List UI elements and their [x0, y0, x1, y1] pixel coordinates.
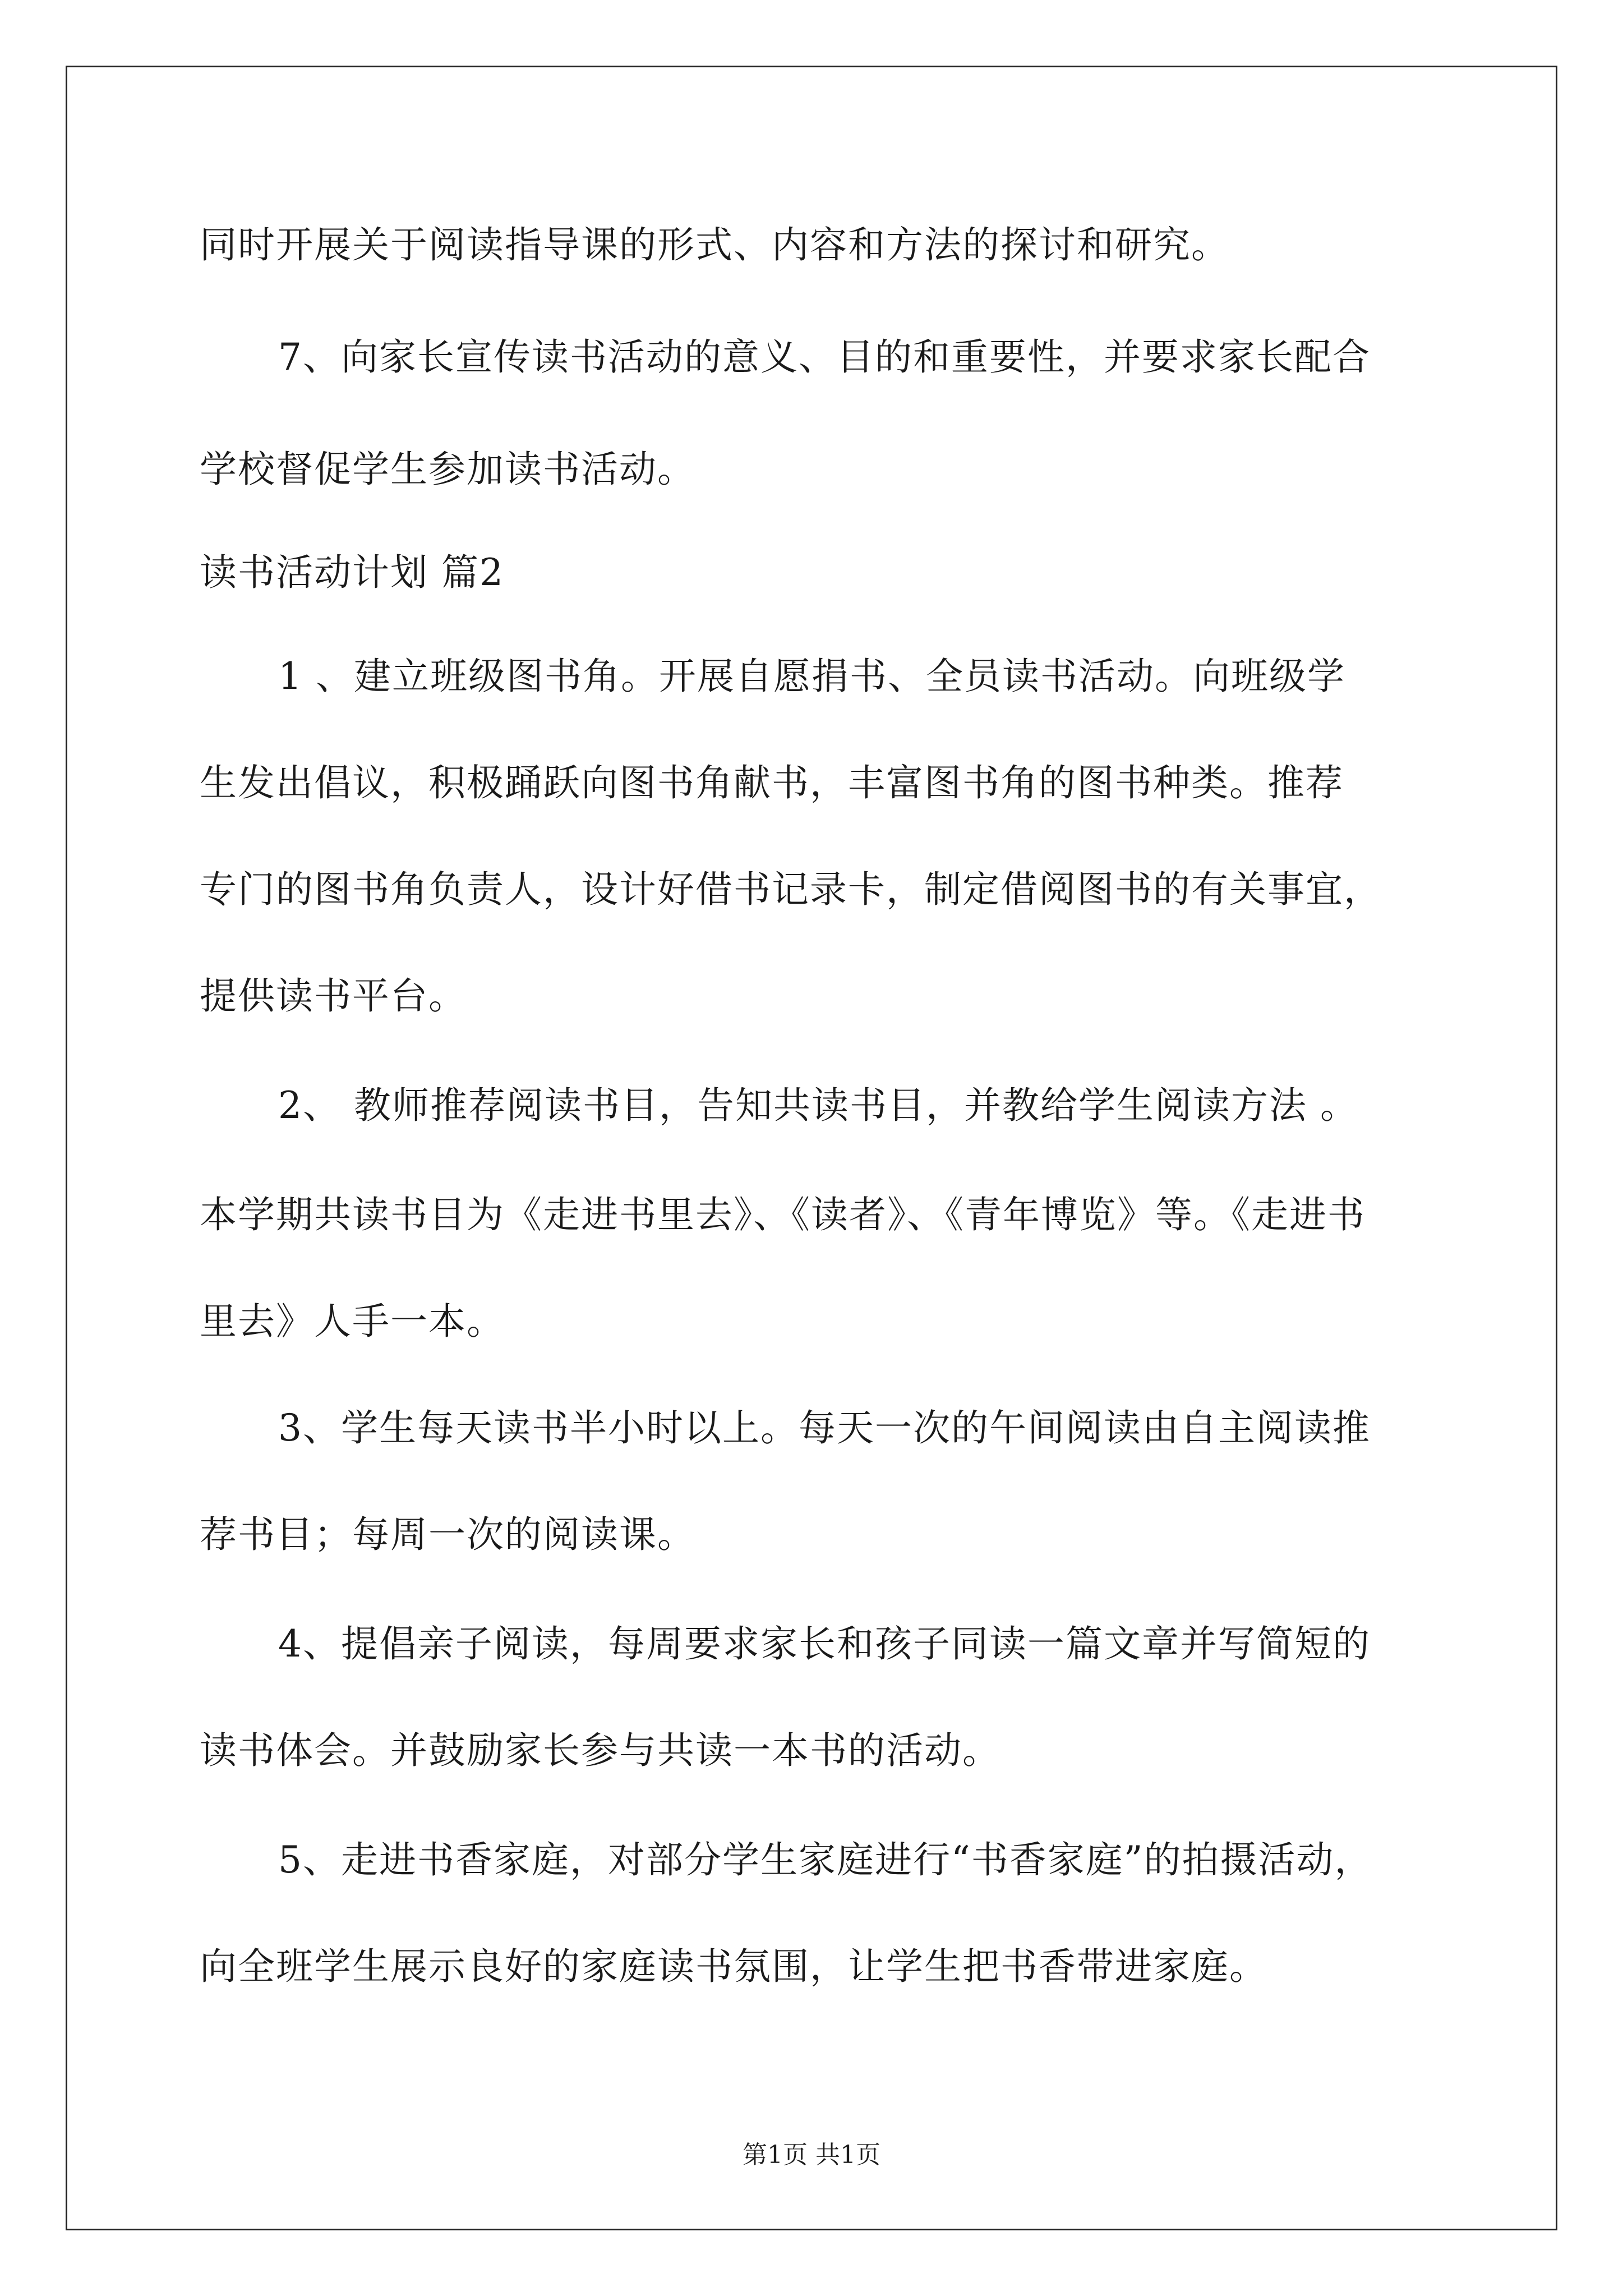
page-border	[66, 66, 1557, 2230]
paragraph-line: 5、走进书香家庭，对部分学生家庭进行“书香家庭”的拍摄活动，	[278, 1838, 1373, 1881]
paragraph-line: 生发出倡议，积极踊跃向图书角献书，丰富图书角的图书种类。推荐	[200, 761, 1344, 804]
paragraph-line: 学校督促学生参加读书活动。	[200, 448, 695, 491]
paragraph-line: 2、 教师推荐阅读书目，告知共读书目，并教给学生阅读方法 。	[278, 1084, 1358, 1127]
paragraph-line: 同时开展关于阅读指导课的形式、内容和方法的探讨和研究。	[200, 223, 1229, 266]
paragraph-line: 3、学生每天读书半小时以上。每天一次的午间阅读由自主阅读推	[278, 1406, 1371, 1450]
paragraph-line: 1 、建立班级图书角。开展自愿捐书、全员读书活动。向班级学	[278, 655, 1345, 698]
paragraph-line: 专门的图书角负责人，设计好借书记录卡，制定借阅图书的有关事宜，	[200, 868, 1382, 911]
paragraph-line: 里去》人手一本。	[200, 1300, 505, 1343]
paragraph-line: 提供读书平台。	[200, 974, 467, 1018]
paragraph-line: 荐书目；每周一次的阅读课。	[200, 1513, 695, 1556]
paragraph-line: 向全班学生展示良好的家庭读书氛围，让学生把书香带进家庭。	[200, 1945, 1267, 1988]
paragraph-line: 7、向家长宣传读书活动的意义、目的和重要性，并要求家长配合	[278, 335, 1371, 379]
section-heading: 读书活动计划 篇2	[200, 551, 504, 594]
paragraph-line: 4、提倡亲子阅读，每周要求家长和孩子同读一篇文章并写简短的	[278, 1622, 1371, 1665]
paragraph-line: 读书体会。并鼓励家长参与共读一本书的活动。	[200, 1729, 1000, 1772]
paragraph-line: 本学期共读书目为《走进书里去》、《读者》、《青年博览》等。《走进书	[200, 1193, 1366, 1236]
page-footer: 第1页 共1页	[743, 2141, 880, 2169]
